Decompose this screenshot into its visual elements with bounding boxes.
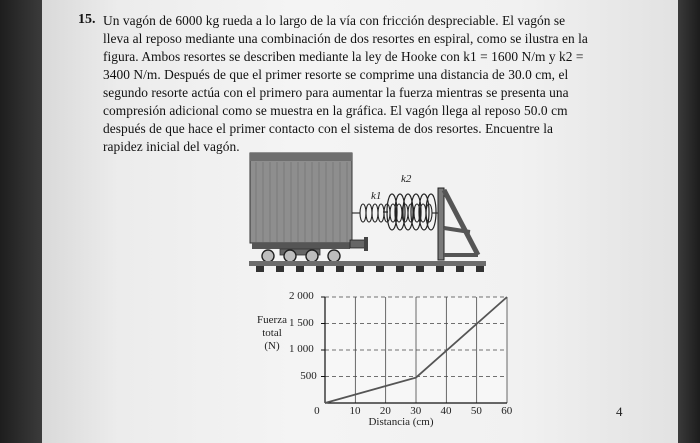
problem-line-1: Un vagón de 6000 kg rueda a lo largo de la vía con fricción despreciable. El vagón se (103, 13, 566, 28)
problem-line-2: lleva al reposo mediante una combinación de dos resortes en espiral, como se ilustra en la (103, 31, 588, 46)
chart-y-tick-label: 1 500 (289, 316, 314, 329)
chart-x-tick-label: 40 (440, 405, 452, 417)
problem-number: 15. (78, 12, 96, 27)
problem-line-3: figura. Ambos resortes se describen mediante la ley de Hooke con k1 = 1600 N/m y k2 = (103, 49, 584, 64)
chart-y-tick-label: 500 (300, 369, 317, 382)
chart-x-axis-label: Distancia (cm) (368, 416, 434, 428)
page-number: 4 (616, 404, 623, 419)
problem-line-4: 3400 N/m. Después de que el primer resorte se comprime una distancia de 30.0 cm, el (103, 67, 569, 82)
boxcar (250, 153, 368, 262)
chart-x-tick-label: 60 (501, 405, 513, 417)
track (249, 261, 486, 272)
chart-x-tick-label: 20 (379, 405, 391, 417)
chart-x-tick-label: 10 (349, 405, 361, 417)
problem-line-8: rapidez inicial del vagón. (103, 139, 240, 154)
bumper-frame (438, 188, 478, 260)
problem-line-7: después de que hace el primer contacto con el sistema de dos resortes. Encuentre la (103, 121, 553, 136)
chart-y-label-line-2: total (262, 327, 282, 339)
chart-y-tick-label: 1 000 (289, 343, 314, 355)
chart-y-axis-label (254, 314, 290, 353)
force-distance-chart (321, 297, 507, 403)
spring-k2-label: k2 (401, 173, 412, 185)
chart-x-tick-label: 30 (410, 405, 422, 417)
spring-k1-label: k1 (371, 190, 382, 202)
spring-k2 (383, 194, 436, 230)
problem-line-6: compresión adicional como se muestra en la gráfica. El vagón llega al reposo 50.0 cm (103, 103, 568, 118)
chart-y-tick-label: 2 000 (289, 290, 314, 302)
chart-x-tick-label: 50 (470, 405, 482, 417)
chart-y-label-line-3: (N) (264, 340, 280, 352)
chart-x-tick-label: 0 (314, 405, 320, 417)
chart-y-label-line-1: Fuerza (257, 314, 287, 326)
problem-line-5: segundo resorte actúa con el primero para aumentar la fuerza mientras se presenta una (103, 85, 569, 100)
